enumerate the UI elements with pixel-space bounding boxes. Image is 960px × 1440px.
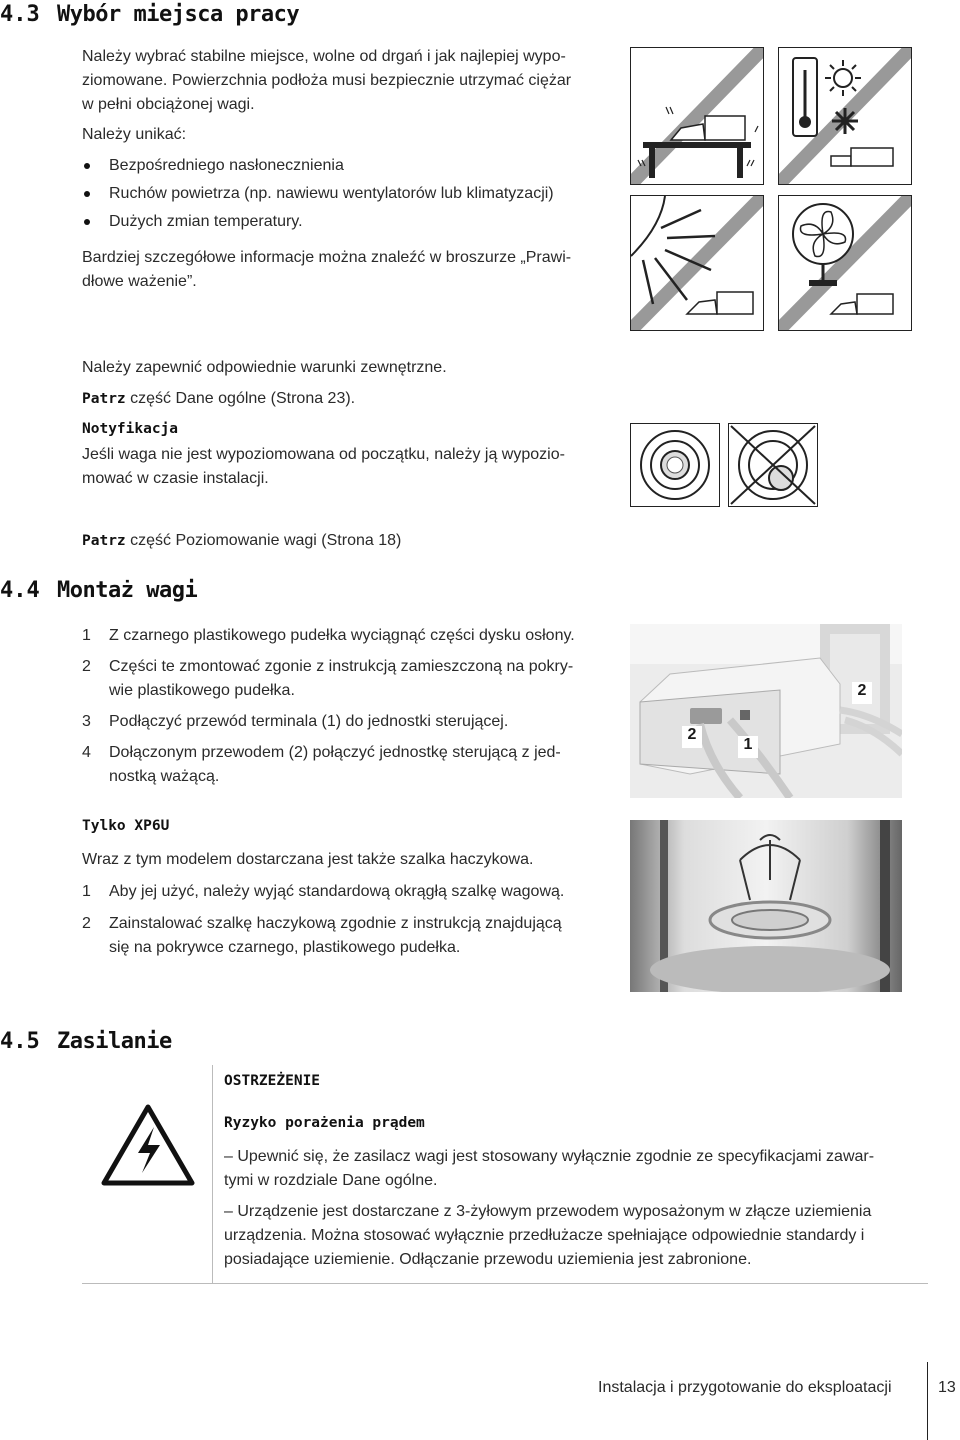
section-title-4-5: Zasilanie [57,1029,172,1054]
footer-divider [927,1362,928,1440]
notification-text: Jeśli waga nie jest wypoziomowana od początku, należy ją wypozio- mować w czasie instalacji. [82,446,565,487]
vibration-icon [631,48,763,184]
see-general-data: Patrz część Dane ogólne (Strona 23). [82,390,356,407]
step-item: 1 Aby jej użyć, należy wyjąć standardową okrągłą szalkę wagową. [82,883,565,900]
thermometer-icon [779,48,911,184]
bullet-dot [84,191,90,197]
fan-icon [779,196,911,330]
cable-connection-photo [630,624,902,798]
photo-label-2: 2 [682,726,702,748]
section-title-4-3: Wybór miejsca pracy [57,2,300,27]
warning-divider [212,1065,213,1283]
step-item: 1 Z czarnego plastikowego pudełka wyciągnąć części dysku osłony. [82,627,575,644]
brochure-note: Bardziej szczegółowe informacje można znaleźć w broszurze „Prawi- dłowe ważenie”. [82,249,572,290]
section-number-4-5: 4.5 [0,1029,40,1054]
electric-hazard-icon [100,1103,196,1189]
section-number-4-3: 4.3 [0,2,40,27]
level-bad-icon [729,424,817,506]
warning-item: – Upewnić się, że zasilacz wagi jest stosowany wyłącznie zgodnie ze specyfikacjami zawar- tymi w rozdziale Dane ogólne. [224,1148,875,1189]
warning-title: OSTRZEŻENIE [224,1073,321,1089]
temperature-figure [778,47,912,185]
conditions-text: Należy zapewnić odpowiednie warunki zewnętrzne. [82,359,447,376]
bullet-dot [84,163,90,169]
hook-pan-photo-art [630,820,902,992]
sun-icon [631,196,763,330]
bullet-item: Dużych zmian temperatury. [82,210,303,234]
risk-title: Ryzyko porażenia prądem [224,1115,425,1131]
fan-figure [778,195,912,331]
avoid-label: Należy unikać: [82,126,187,143]
step-item: 3 Podłączyć przewód terminala (1) do jednostki sterującej. [82,713,509,730]
bullet-item: Ruchów powietrza (np. nawiewu wentylatorów lub klimatyzacji) [82,182,554,206]
footer-chapter: Instalacja i przygotowanie do eksploatacji [598,1379,892,1396]
see-leveling: Patrz część Poziomowanie wagi (Strona 18) [82,532,402,549]
page-number: 13 [938,1379,956,1396]
warning-item: – Urządzenie jest dostarczane z 3-żyłowym przewodem wyposażonym w złącze uziemienia urządzenia. Można stosować wyłącznie przedłużacze spełniające odpowiednie standardy i posiadające uziemienie. Odłączanie przewodu uziemienia jest zabronione. [224,1203,872,1268]
level-ok-icon [631,424,719,506]
cable-photo-art [630,624,902,798]
sun-figure [630,195,764,331]
notification-title: Notyfikacja [82,421,179,437]
warning-box [82,1065,928,1284]
xp6u-text: Wraz z tym modelem dostarczana jest także szalka haczykowa. [82,851,534,868]
bullet-dot [84,219,90,225]
step-item: 2 Zainstalować szalkę haczykową zgodnie z instrukcją znajdującą się na pokrywce czarnego, plastikowego pudełka. [82,915,562,956]
step-item: 4 Dołączonym przewodem (2) połączyć jednostkę sterującą z jed- nostką ważącą. [82,744,561,785]
section-title-4-4: Montaż wagi [57,578,198,603]
bullet-item: Bezpośredniego nasłonecznienia [82,154,344,178]
section-number-4-4: 4.4 [0,578,40,603]
hook-pan-photo [630,820,902,992]
vibration-figure [630,47,764,185]
photo-label-2: 2 [852,682,872,704]
step-item: 2 Części te zmontować zgonie z instrukcją zamieszczoną na pokry- wie plastikowego pudełka. [82,658,574,699]
level-ok-figure [630,423,720,507]
xp6u-title: Tylko XP6U [82,818,170,834]
paragraph-location: Należy wybrać stabilne miejsce, wolne od drgań i jak najlepiej wypo- ziomowane. Powierzchnia podłoża musi bezpiecznie utrzymać ciężar w pełni obciążonej wagi. [82,48,572,113]
level-bad-figure [728,423,818,507]
photo-label-1: 1 [738,736,758,758]
